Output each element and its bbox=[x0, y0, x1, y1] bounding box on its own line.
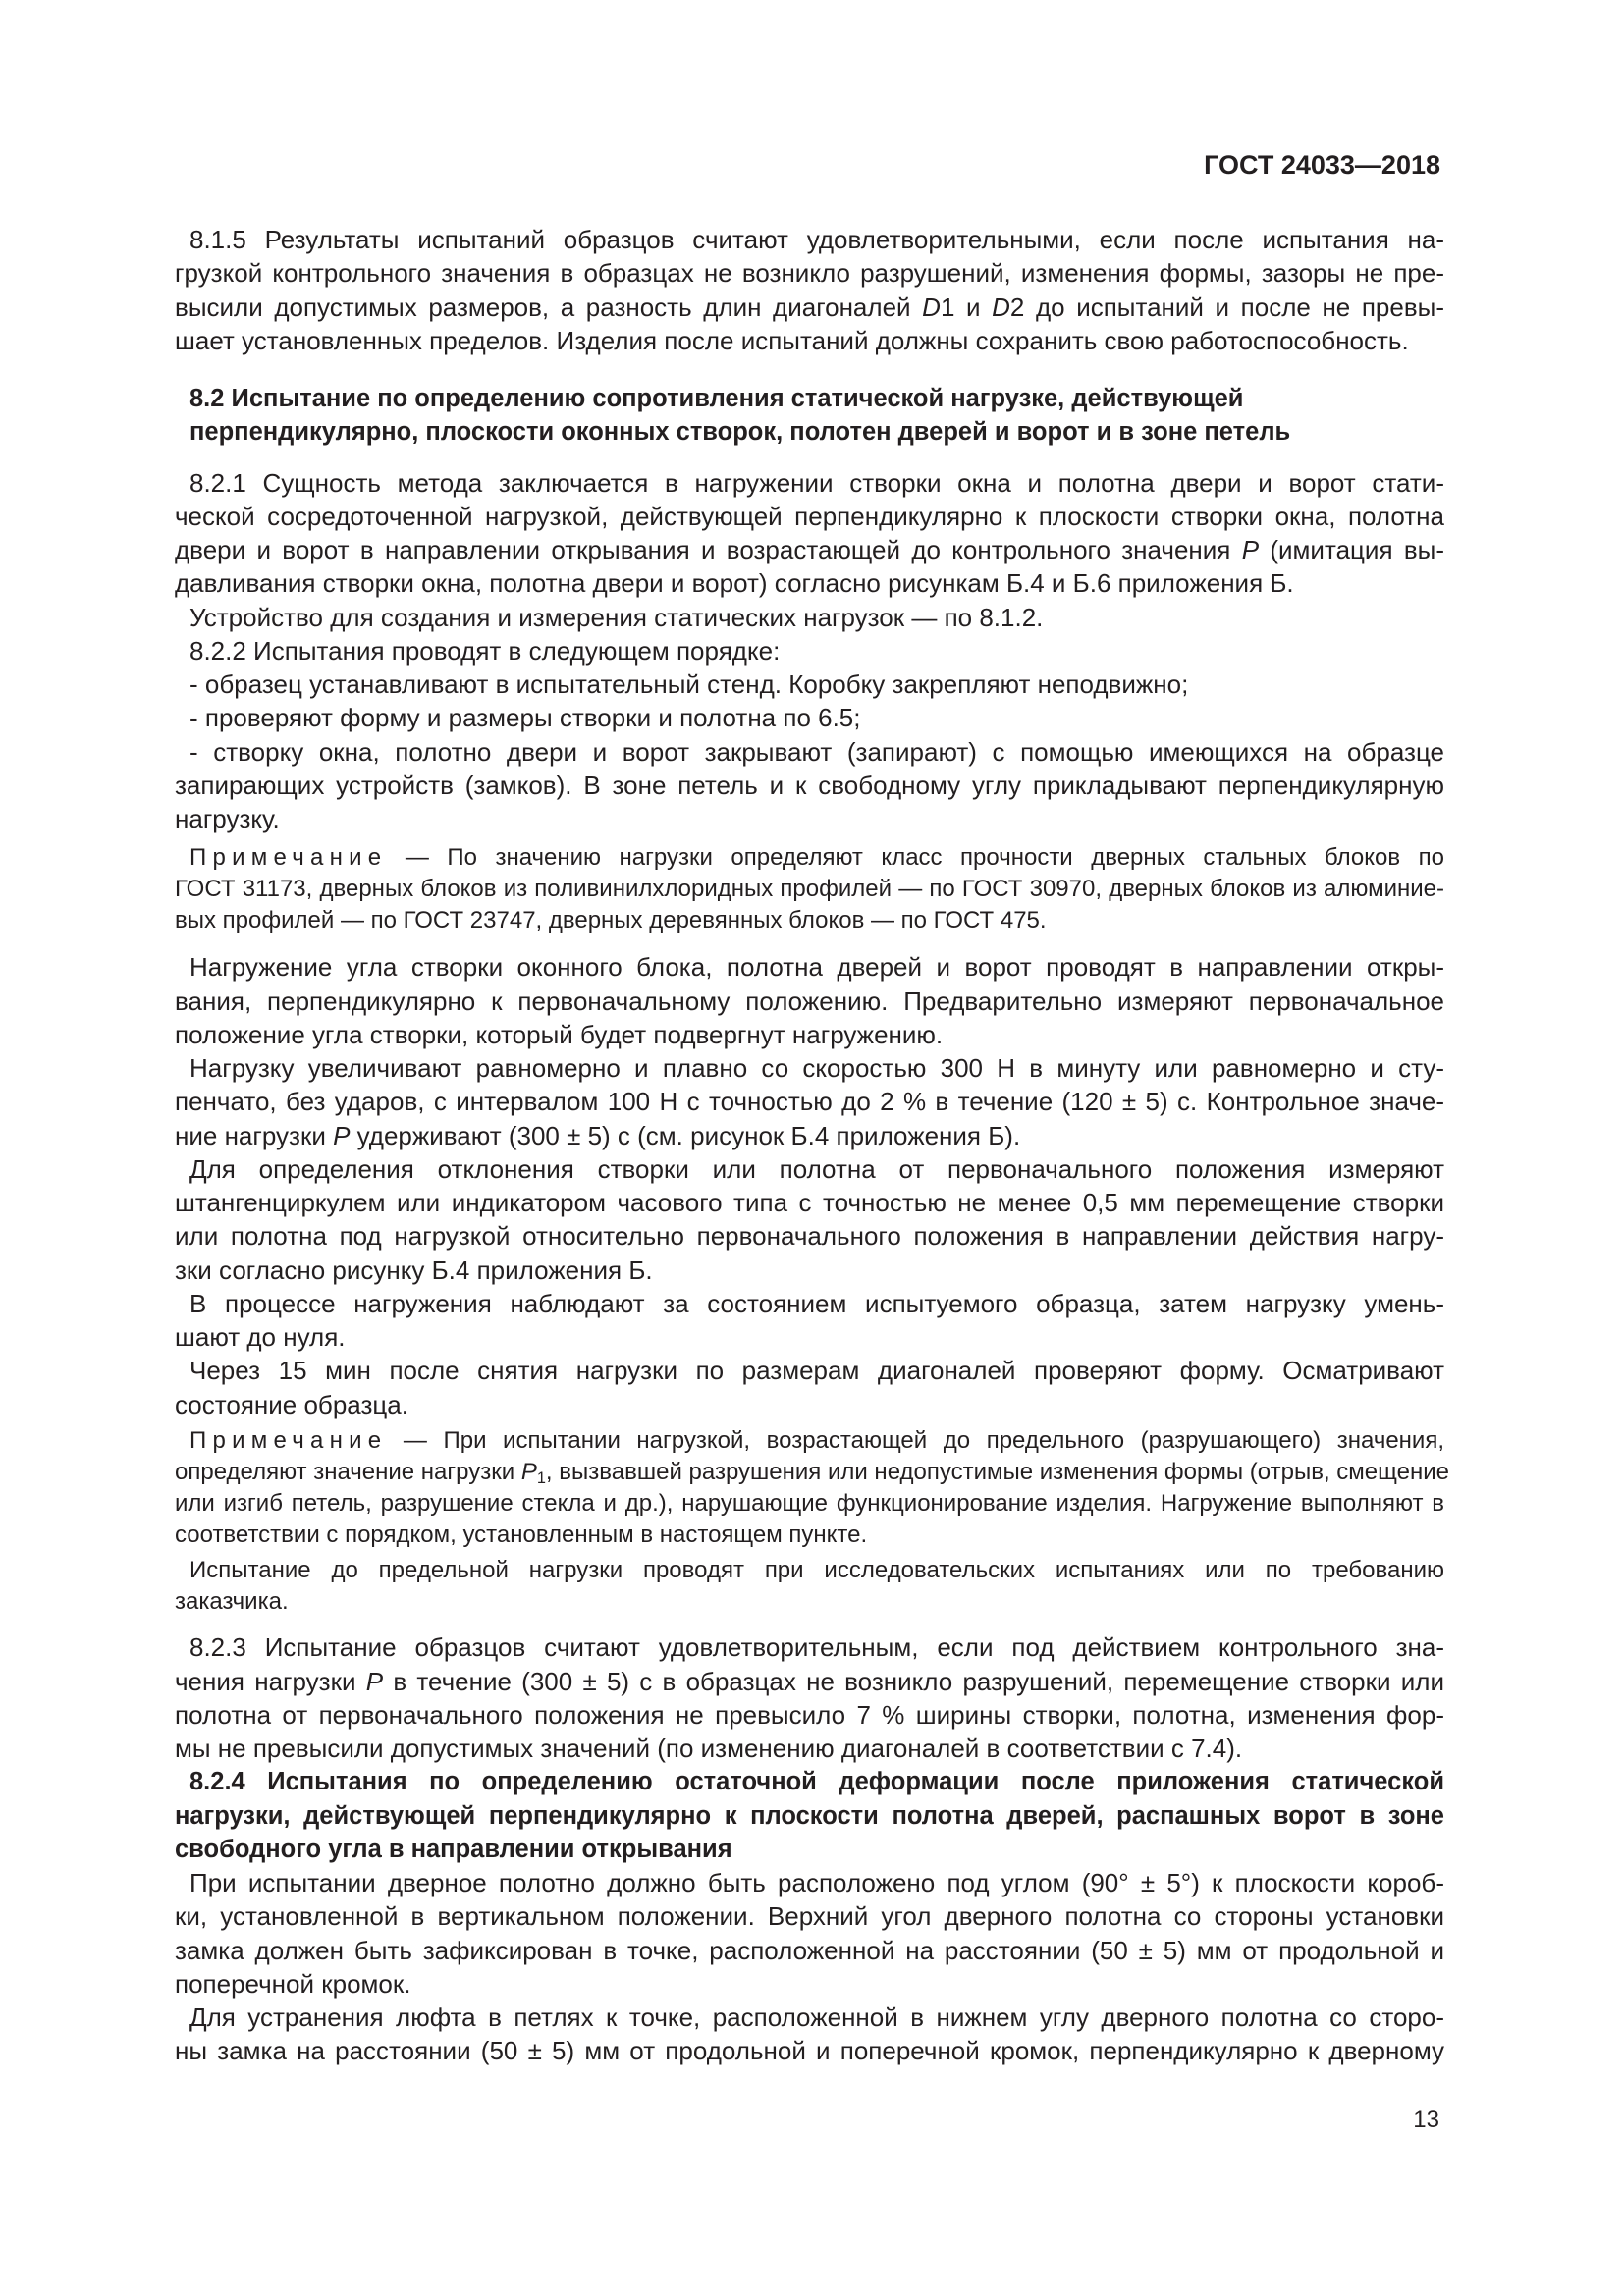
text-segment: — По значению нагрузки определяют класс прочности дверных стальных блоков по bbox=[387, 844, 1444, 872]
paragraph bbox=[175, 1051, 1444, 1152]
section-heading bbox=[175, 382, 1444, 450]
text-line: замка должен быть зафиксирован в точке, расположенной на расстоянии (50 ± 5) мм от продольной и bbox=[175, 1935, 1444, 1965]
note bbox=[175, 1425, 1449, 1551]
text-line: ны замка на расстоянии (50 ± 5) мм от продольной и поперечной кромок, перпендикулярно к дверному bbox=[175, 2036, 1444, 2066]
text-line bbox=[175, 1665, 1444, 1698]
paragraph bbox=[175, 634, 1444, 667]
paragraph bbox=[175, 667, 1444, 701]
text-line: вания, перпендикулярно к первоначальному положению. Предварительно измеряют первоначальное bbox=[175, 986, 1444, 1016]
text-segment: высили допустимых размеров, а разность длин диагоналей bbox=[175, 292, 923, 322]
text-line: состояние образца. bbox=[175, 1389, 408, 1419]
text-line: При испытании дверное полотно должно быть расположено под углом (90° ± 5°) к плоскости короб- bbox=[189, 1868, 1444, 1897]
text-line: 8.2.1 Сущность метода заключается в нагружении створки окна и полотна двери и ворот стати- bbox=[189, 467, 1444, 498]
text-line bbox=[175, 533, 1444, 566]
text-line: Через 15 мин после снятия нагрузки по размерам диагоналей проверяют форму. Осматривают bbox=[189, 1356, 1444, 1386]
text-line: зки согласно рисунку Б.4 приложения Б. bbox=[175, 1255, 653, 1285]
text-line: пенчато, без ударов, с интервалом 100 Н с точностью до 2 % в течение (120 ± 5) с. Контрольное значе- bbox=[175, 1087, 1444, 1117]
paragraph bbox=[175, 466, 1444, 601]
text-line: ГОСТ 31173, дверных блоков из поливинилхлоридных профилей — по ГОСТ 30970, дверных блоков из алюминие- bbox=[175, 876, 1444, 903]
paragraph bbox=[175, 701, 1444, 734]
paragraph bbox=[175, 1630, 1444, 1765]
italic-variable: P bbox=[365, 1666, 384, 1696]
text-segment: определяют значение нагрузки bbox=[175, 1459, 521, 1486]
text-line bbox=[175, 1457, 1449, 1488]
text-line: Для устранения люфта в петлях к точке, расположенной в нижнем углу дверного полотна со сторо- bbox=[189, 2002, 1444, 2032]
paragraph bbox=[175, 601, 1444, 634]
text-segment: , вызвавшей разрушения или недопустимые изменения формы (отрыв, смещение bbox=[545, 1459, 1449, 1486]
text-line: грузкой контрольного значения в образцах не возникло разрушений, изменения формы, зазоры не пре- bbox=[175, 258, 1444, 289]
text-line bbox=[175, 291, 1444, 324]
text-line: ки, установленной в вертикальном положении. Верхний угол дверного полотна со стороны установки bbox=[175, 1901, 1444, 1932]
text-segment: в течение (300 ± 5) с в образцах не возникло разрушений, перемещение створки или bbox=[383, 1666, 1445, 1696]
paragraph bbox=[175, 1152, 1444, 1287]
document-designation: ГОСТ 24033—2018 bbox=[1204, 150, 1440, 180]
text-line: Нагрузку увеличивают равномерно и плавно со скоростью 300 Н в минуту или равномерно и сту- bbox=[189, 1053, 1444, 1083]
italic-variable: D bbox=[922, 292, 941, 322]
text-line: нагрузки, действующей перпендикулярно к плоскости полотна дверей, распашных ворот в зоне bbox=[175, 1801, 1444, 1830]
text-line bbox=[175, 1425, 1444, 1457]
text-line: или изгиб петель, разрушение стекла и др.), нарушающие функционирование изделия. Нагружение выполняют в bbox=[175, 1490, 1444, 1518]
text-line: поперечной кромок. bbox=[175, 1968, 411, 1999]
text-line: мы не превысили допустимых значений (по изменению диагоналей в соответствии с 7.4). bbox=[175, 1734, 1243, 1763]
text-segment: (имитация вы- bbox=[1259, 535, 1444, 564]
text-line: - проверяют форму и размеры створки и полотна по 6.5; bbox=[189, 703, 861, 733]
text-line: 8.2.4 Испытания по определению остаточной деформации после приложения статической bbox=[189, 1768, 1444, 1796]
text-line: - образец устанавливают в испытательный стенд. Коробку закрепляют неподвижно; bbox=[189, 669, 1189, 699]
text-line: шает установленных пределов. Изделия после испытаний должны сохранить свою работоспособность. bbox=[175, 325, 1409, 355]
text-line: В процессе нагружения наблюдают за состоянием испытуемого образца, затем нагрузку умень- bbox=[189, 1288, 1444, 1318]
text-segment: ние нагрузки bbox=[175, 1120, 334, 1150]
text-segment: 1 и bbox=[940, 292, 993, 322]
text-line: ческой сосредоточенной нагрузкой, действующей перпендикулярно к плоскости створки окна, полотна bbox=[175, 501, 1444, 531]
note-label: Примечание bbox=[189, 844, 388, 872]
paragraph bbox=[175, 223, 1444, 357]
text-line: перпендикулярно, плоскости оконных створок, полотен дверей и ворот и в зоне петель bbox=[189, 418, 1291, 447]
text-line bbox=[175, 842, 1444, 874]
italic-variable: D bbox=[992, 292, 1010, 322]
text-segment: двери и ворот в направлении открывания и возрастающей до контрольного значения bbox=[175, 535, 1242, 564]
text-line: вых профилей — по ГОСТ 23747, дверных деревянных блоков — по ГОСТ 475. bbox=[175, 907, 1047, 934]
note-label: Примечание bbox=[189, 1427, 388, 1455]
page-number: 13 bbox=[1413, 2107, 1439, 2133]
italic-variable: P bbox=[1241, 535, 1260, 564]
text-line: Устройство для создания и измерения статических нагрузок — по 8.1.2. bbox=[189, 602, 1044, 632]
document-body bbox=[175, 223, 1449, 2068]
text-line: нагрузку. bbox=[175, 804, 280, 833]
text-line: заказчика. bbox=[175, 1588, 289, 1616]
text-line bbox=[175, 1119, 1444, 1152]
text-line: Испытание до предельной нагрузки проводят при исследовательских испытаниях или по требованию bbox=[189, 1557, 1444, 1584]
text-line: запирающих устройств (замков). В зоне петель и к свободному углу прикладывают перпендикулярную bbox=[175, 770, 1444, 800]
text-line: 8.2.3 Испытание образцов считают удовлетворительным, если под действием контрольного зна- bbox=[189, 1632, 1444, 1663]
paragraph bbox=[175, 1287, 1444, 1355]
section-heading bbox=[175, 1765, 1444, 1866]
text-line: Нагружение угла створки оконного блока, полотна дверей и ворот проводят в направлении откры- bbox=[189, 952, 1444, 983]
text-line: штангенциркулем или индикатором часового типа с точностью не менее 0,5 мм перемещение створки bbox=[175, 1188, 1444, 1217]
text-line: свободного угла в направлении открывания bbox=[175, 1835, 732, 1863]
text-line: - створку окна, полотно двери и ворот закрывают (запирают) с помощью имеющихся на образце bbox=[189, 736, 1444, 767]
italic-variable: P bbox=[333, 1120, 351, 1150]
paragraph bbox=[175, 2001, 1444, 2068]
text-line: полотна от первоначального положения не превысило 7 % ширины створки, полотна, изменения фор- bbox=[175, 1699, 1444, 1730]
paragraph bbox=[175, 1866, 1444, 2001]
text-line: 8.1.5 Результаты испытаний образцов считают удовлетворительными, если после испытания на- bbox=[189, 225, 1444, 254]
text-line: Для определения отклонения створки или полотна от первоначального положения измеряют bbox=[189, 1153, 1444, 1184]
note bbox=[175, 1555, 1444, 1618]
text-segment: — При испытании нагрузкой, возрастающей до предельного (разрушающего) значения, bbox=[387, 1427, 1444, 1455]
text-line: давливания створки окна, полотна двери и ворот) согласно рисункам Б.4 и Б.6 приложения Б. bbox=[175, 568, 1294, 599]
text-line: соответствии с порядком, установленным в настоящем пункте. bbox=[175, 1522, 868, 1549]
text-segment: 2 до испытаний и после не превы- bbox=[1009, 292, 1445, 322]
text-line: 8.2.2 Испытания проводят в следующем порядке: bbox=[189, 635, 781, 666]
subscript-index: 1 bbox=[536, 1468, 546, 1487]
paragraph bbox=[175, 950, 1444, 1051]
note bbox=[175, 842, 1444, 936]
text-line: или полотна под нагрузкой относительно первоначального положения в направлении действия нагру- bbox=[175, 1221, 1444, 1252]
text-segment: удерживают (300 ± 5) с (см. рисунок Б.4 приложения Б). bbox=[350, 1120, 1021, 1150]
text-line: шают до нуля. bbox=[175, 1322, 346, 1352]
italic-variable: P bbox=[520, 1459, 537, 1486]
paragraph bbox=[175, 735, 1444, 836]
text-line: 8.2 Испытание по определению сопротивления статической нагрузке, действующей bbox=[189, 385, 1244, 412]
text-segment: чения нагрузки bbox=[175, 1666, 366, 1696]
text-line: положение угла створки, который будет подвергнут нагружению. bbox=[175, 1019, 944, 1049]
paragraph bbox=[175, 1354, 1444, 1421]
